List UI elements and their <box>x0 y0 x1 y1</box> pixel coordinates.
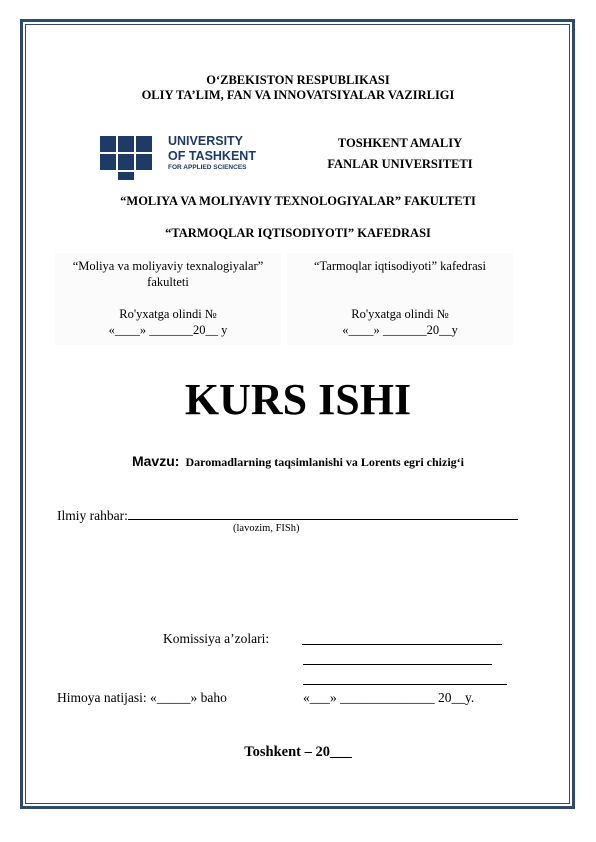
commission-member-line-3 <box>303 684 507 685</box>
commission-label: Komissiya a’zolari: <box>163 631 270 646</box>
logo-text-line-2: OF TASHKENT <box>168 149 256 163</box>
advisor-line <box>57 508 518 524</box>
ministry-line-2: OLIY TA’LIM, FAN VA INNOVATSIYALAR VAZIRLIGI <box>141 88 455 102</box>
defense-date: «___» ______________ 20__y. <box>303 690 475 705</box>
registration-department-title: “Tarmoqlar iqtisodiyoti” kafedrasi <box>314 259 486 273</box>
ministry-heading <box>60 73 536 103</box>
university-line-2: FANLAR UNIVERSITETI <box>327 157 473 171</box>
registration-department-date: «____» _______20__y <box>342 323 458 337</box>
registration-faculty-title: “Moliya va moliyaviy texnalogiyalar” fakulteti <box>72 259 264 289</box>
registration-faculty-date: «____» _______20__ y <box>108 323 228 337</box>
faculty-heading: “MOLIYA VA MOLIYAVIY TEXNOLOGIYALAR” FAKULTETI <box>120 194 476 208</box>
logo-text-line-1: UNIVERSITY <box>168 134 244 148</box>
commission-member-line-1 <box>302 644 502 645</box>
university-line-1: TOSHKENT AMALIY <box>337 136 463 150</box>
university-logo <box>100 134 260 180</box>
advisor-blank-line <box>128 508 518 520</box>
registration-faculty-number: Ro'yxatga olindi № <box>119 307 217 321</box>
advisor-hint: (lavozim, FISh) <box>233 523 300 534</box>
university-name <box>300 133 500 175</box>
department-heading: “TARMOQLAR IQTISODIYOTI” KAFEDRASI <box>165 226 431 240</box>
year-blank: ___ <box>329 744 352 760</box>
registration-department-number: Ro'yxatga olindi № <box>351 307 449 321</box>
registration-box-faculty <box>55 253 281 345</box>
topic-label: Mavzu: <box>131 453 180 469</box>
advisor-label: Ilmiy rahbar: <box>57 508 128 523</box>
city-label: Toshkent – 20 <box>244 744 330 760</box>
defense-result: Himoya natijasi: «_____» baho <box>57 690 227 705</box>
topic-line <box>40 453 556 470</box>
logo-text-line-3: FOR APPLIED SCIENCES <box>168 164 247 170</box>
topic-value: Daromadlarning taqsimlanishi va Lorents egri chizig‘i <box>185 455 465 469</box>
commission-member-line-2 <box>303 664 492 665</box>
registration-box-department <box>287 253 513 345</box>
city-year <box>40 744 556 761</box>
document-title: KURS ISHI <box>184 375 412 424</box>
ministry-line-1: O‘ZBEKISTON RESPUBLIKASI <box>206 73 390 87</box>
